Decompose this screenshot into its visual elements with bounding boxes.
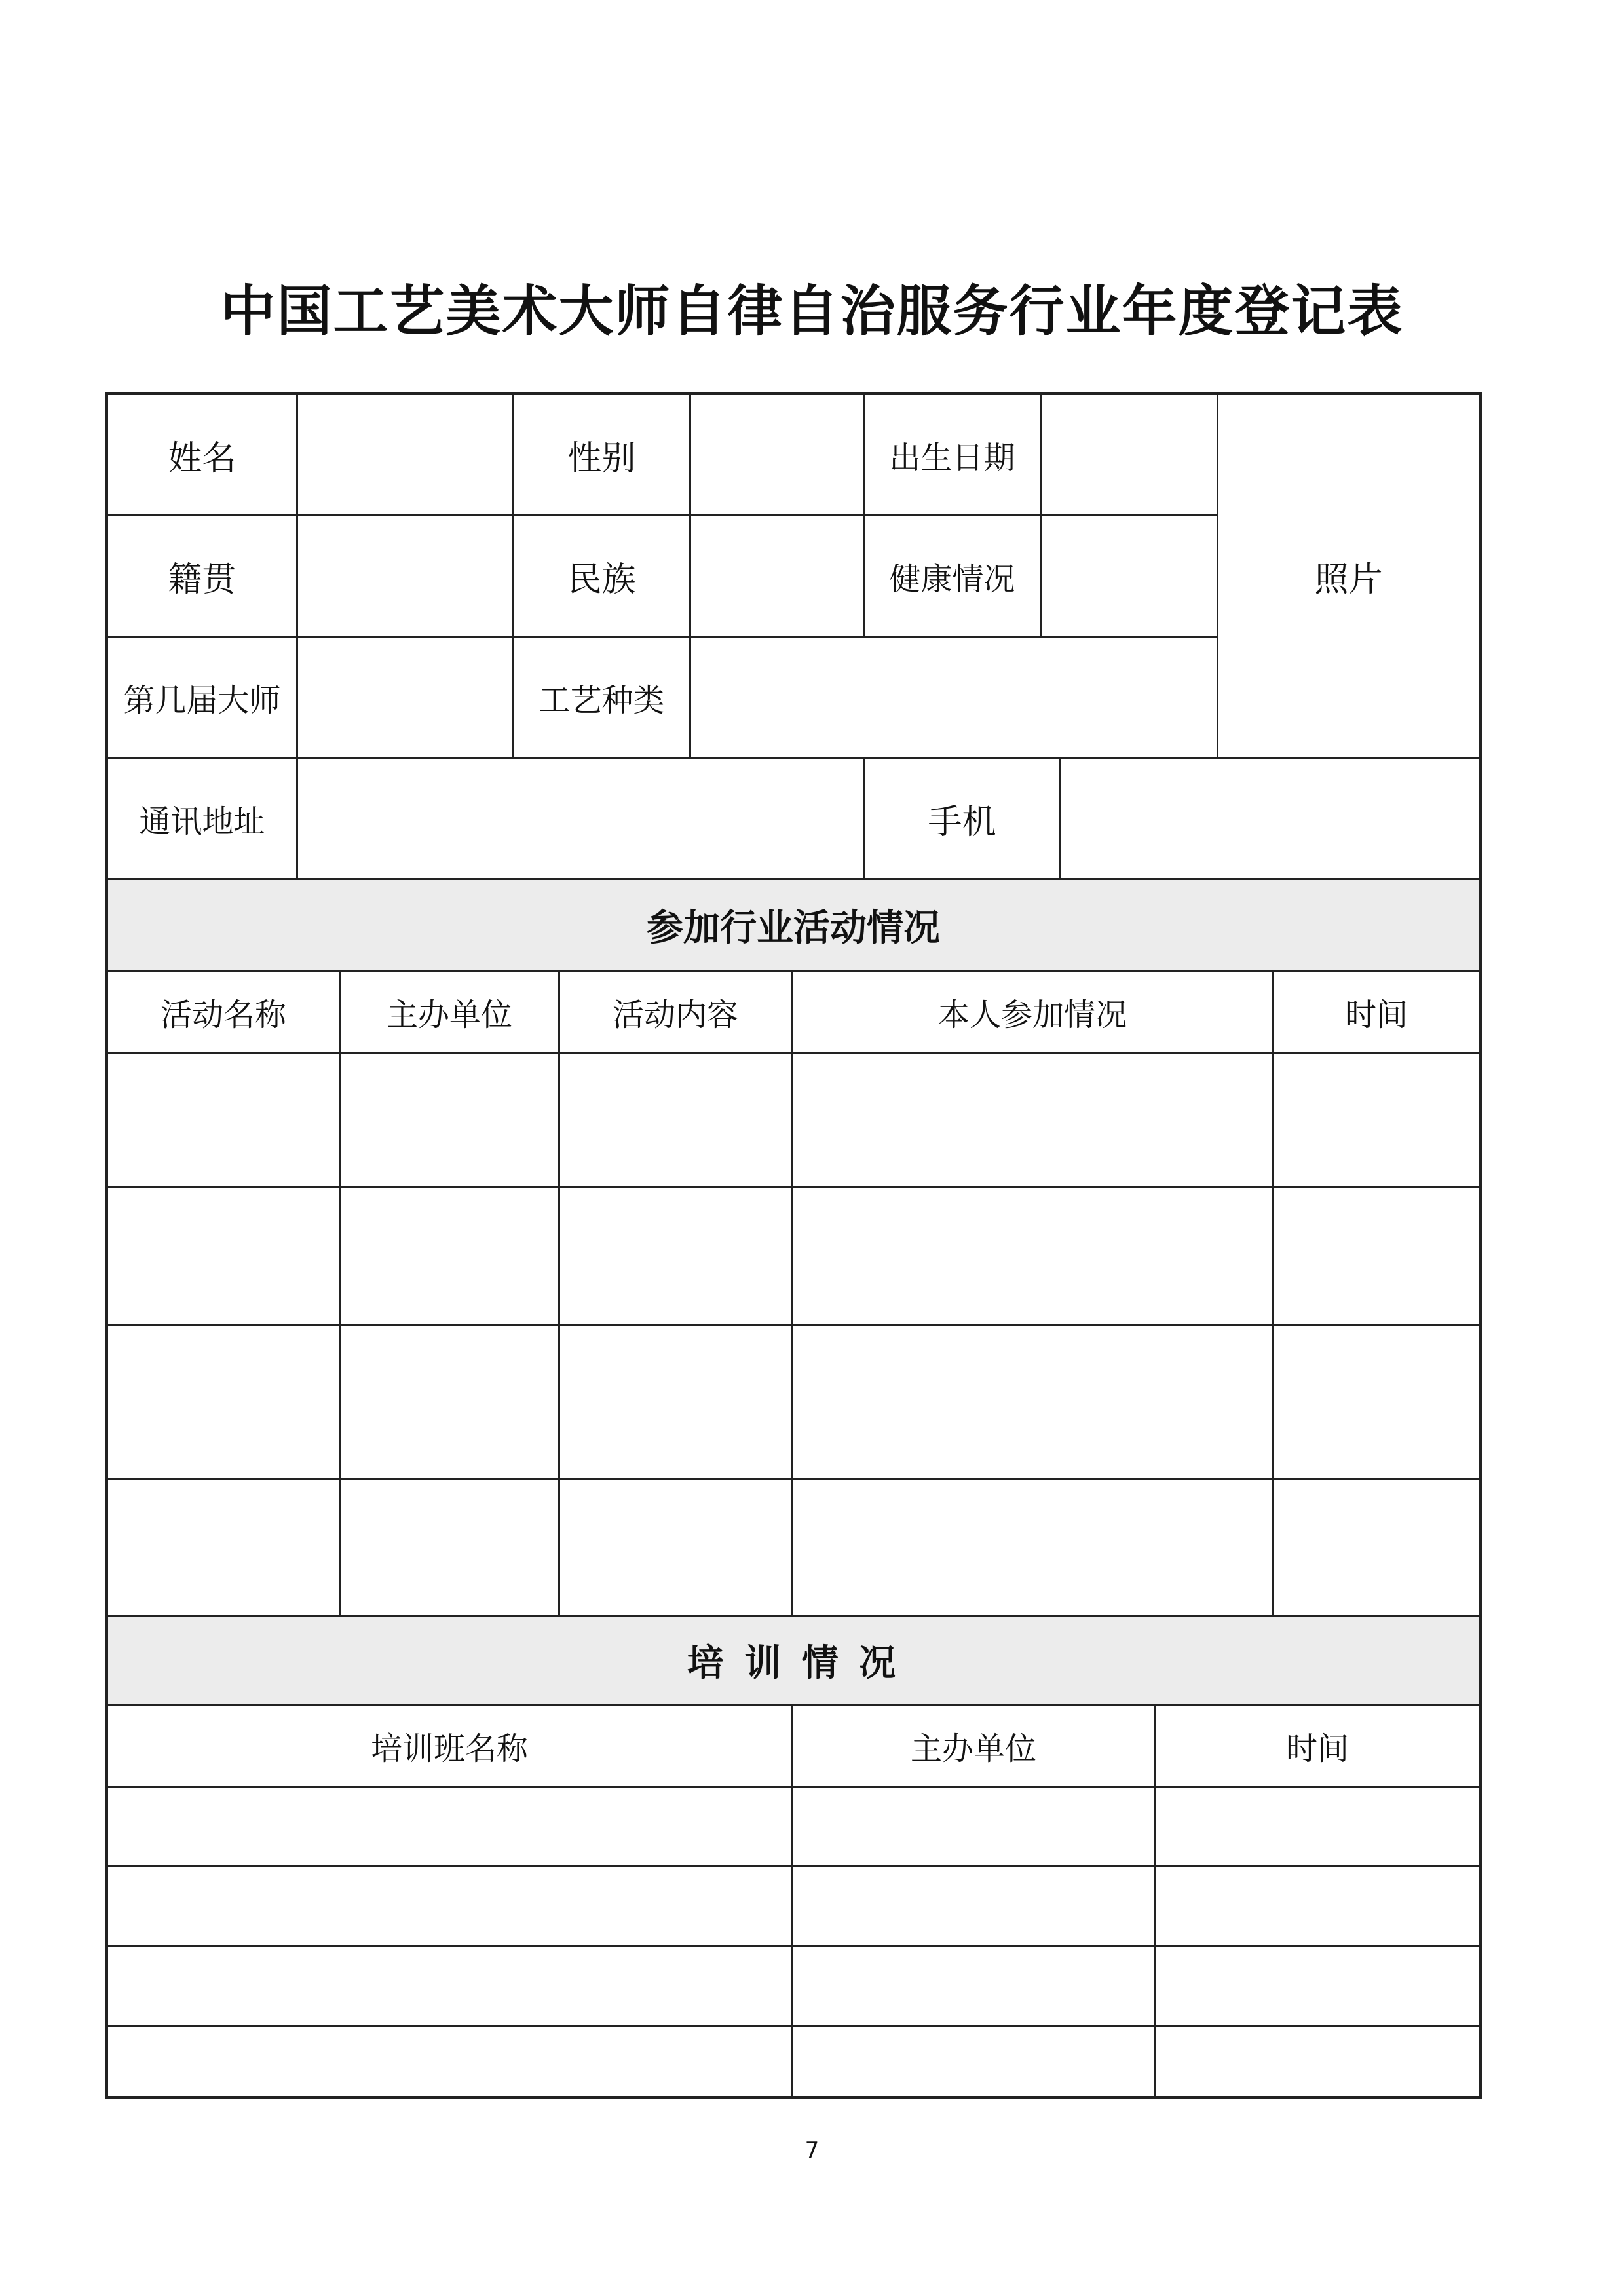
training-header-organizer: 主办单位: [793, 1706, 1156, 1788]
training-cell[interactable]: [793, 2027, 1156, 2096]
activity-header-participation: 本人参加情况: [793, 972, 1274, 1054]
training-cell[interactable]: [108, 1947, 793, 2027]
master-session-field[interactable]: [298, 638, 514, 759]
activity-cell[interactable]: [1274, 1188, 1479, 1326]
activity-cell[interactable]: [793, 1054, 1274, 1188]
training-cell[interactable]: [108, 2027, 793, 2096]
photo-box[interactable]: 照片: [1218, 395, 1479, 759]
activity-cell[interactable]: [793, 1188, 1274, 1326]
activity-cell[interactable]: [560, 1326, 793, 1480]
origin-field[interactable]: [298, 516, 514, 638]
training-cell[interactable]: [793, 1867, 1156, 1947]
training-header-class-name: 培训班名称: [108, 1706, 793, 1788]
gender-field[interactable]: [691, 395, 865, 516]
activity-header-name: 活动名称: [108, 972, 341, 1054]
activity-cell[interactable]: [108, 1188, 341, 1326]
health-label: 健康情况: [865, 516, 1042, 638]
birth-date-field[interactable]: [1042, 395, 1218, 516]
activity-cell[interactable]: [341, 1188, 560, 1326]
activity-cell[interactable]: [108, 1326, 341, 1480]
activity-cell[interactable]: [560, 1054, 793, 1188]
birth-date-label: 出生日期: [865, 395, 1042, 516]
phone-field[interactable]: [1061, 759, 1479, 880]
health-field[interactable]: [1042, 516, 1218, 638]
activity-header-content: 活动内容: [560, 972, 793, 1054]
activity-cell[interactable]: [793, 1326, 1274, 1480]
name-field[interactable]: [298, 395, 514, 516]
activity-header-time: 时间: [1274, 972, 1479, 1054]
activities-section-header: 参加行业活动情况: [108, 880, 1479, 972]
craft-type-label: 工艺种类: [514, 638, 691, 759]
activity-cell[interactable]: [108, 1480, 341, 1617]
training-cell[interactable]: [1156, 1788, 1479, 1867]
gender-label: 性别: [514, 395, 691, 516]
activity-cell[interactable]: [1274, 1054, 1479, 1188]
training-cell[interactable]: [1156, 2027, 1479, 2096]
phone-label: 手机: [865, 759, 1061, 880]
activity-cell[interactable]: [1274, 1326, 1479, 1480]
training-cell[interactable]: [108, 1788, 793, 1867]
training-cell[interactable]: [1156, 1867, 1479, 1947]
page-number: 7: [804, 2137, 820, 2164]
ethnicity-label: 民族: [514, 516, 691, 638]
address-field[interactable]: [298, 759, 865, 880]
craft-type-field[interactable]: [691, 638, 1218, 759]
training-section-header: 培 训 情 况: [108, 1617, 1479, 1706]
training-cell[interactable]: [1156, 1947, 1479, 2027]
activity-cell[interactable]: [560, 1480, 793, 1617]
training-cell[interactable]: [793, 1788, 1156, 1867]
activity-cell[interactable]: [1274, 1480, 1479, 1617]
training-cell[interactable]: [793, 1947, 1156, 2027]
training-cell[interactable]: [108, 1867, 793, 1947]
activity-header-organizer: 主办单位: [341, 972, 560, 1054]
origin-label: 籍贯: [108, 516, 298, 638]
form-title: 中国工艺美术大师自律自治服务行业年度登记表: [220, 278, 1404, 343]
training-header-time: 时间: [1156, 1706, 1479, 1788]
registration-form-table: [105, 392, 1482, 2099]
ethnicity-field[interactable]: [691, 516, 865, 638]
activity-cell[interactable]: [341, 1480, 560, 1617]
address-label: 通讯地址: [108, 759, 298, 880]
activity-cell[interactable]: [341, 1054, 560, 1188]
name-label: 姓名: [108, 395, 298, 516]
activity-cell[interactable]: [341, 1326, 560, 1480]
activity-cell[interactable]: [108, 1054, 341, 1188]
master-session-label: 第几届大师: [108, 638, 298, 759]
activity-cell[interactable]: [560, 1188, 793, 1326]
activity-cell[interactable]: [793, 1480, 1274, 1617]
